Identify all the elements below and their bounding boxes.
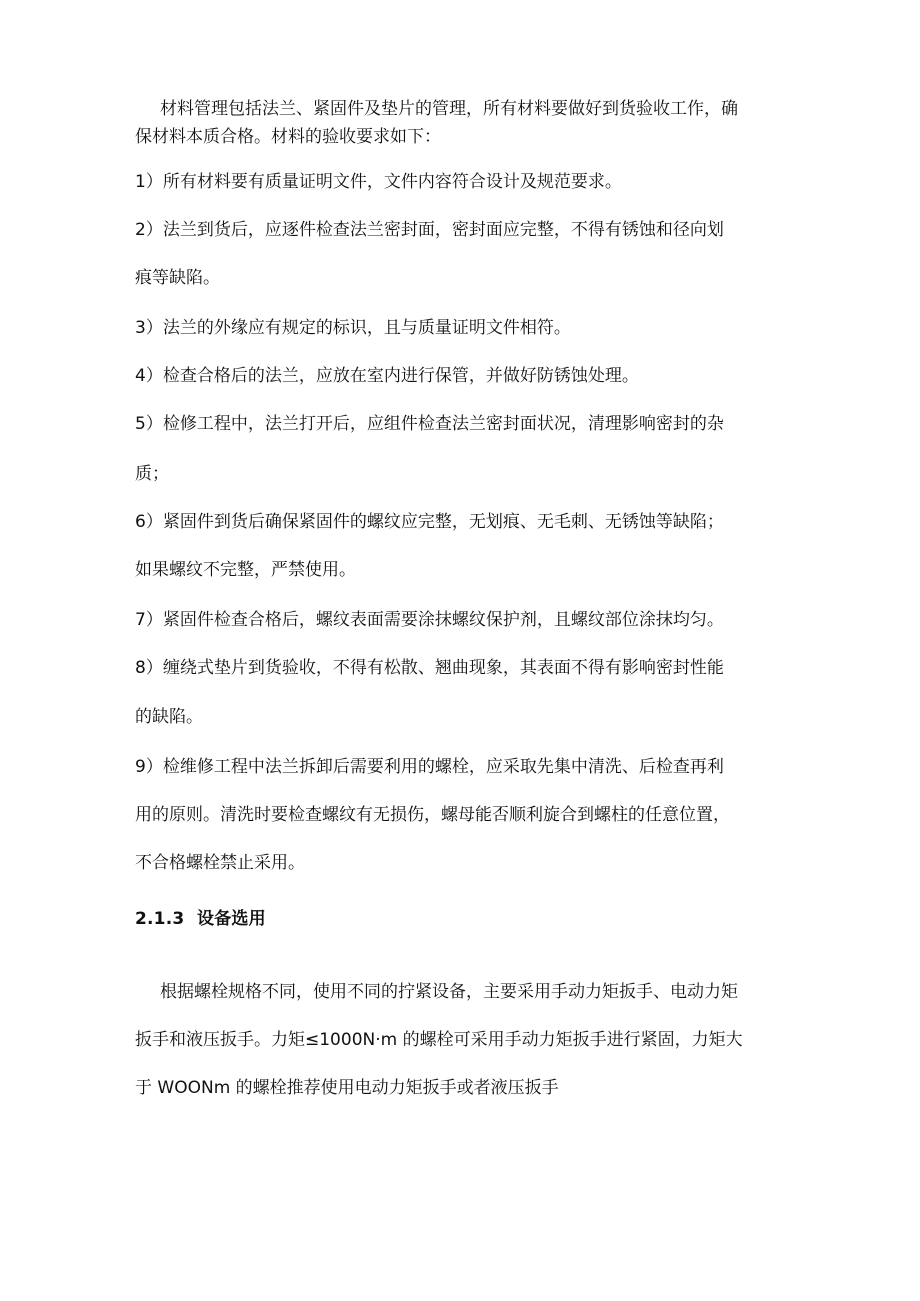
item-2-line-1: 2）法兰到货后，应逐件检查法兰密封面，密封面应完整，不得有锈蚀和径向划 — [135, 220, 724, 240]
item-4-line-1: 4）检查合格后的法兰，应放在室内进行保管，并做好防锈蚀处理。 — [135, 366, 639, 386]
closing-line-2: 扳手和液压扳手。力矩≤1000N·m 的螺栓可采用手动力矩扳手进行紧固，力矩大 — [135, 1030, 743, 1050]
closing-line-1: 根据螺栓规格不同，使用不同的拧紧设备，主要采用手动力矩扳手、电动力矩 — [160, 982, 738, 1002]
section-number: 2.1.3 — [135, 909, 185, 929]
intro-line-2: 保材料本质合格。材料的验收要求如下： — [135, 127, 441, 147]
item-6-line-2: 如果螺纹不完整，严禁使用。 — [135, 560, 356, 580]
item-9-line-1: 9）检维修工程中法兰拆卸后需要利用的螺栓，应采取先集中清洗、后检查再利 — [135, 757, 724, 777]
item-8-line-2: 的缺陷。 — [135, 707, 203, 727]
item-2-line-2: 痕等缺陷。 — [135, 268, 220, 288]
item-5-line-2: 质； — [135, 464, 169, 484]
closing-line-3: 于 WOONm 的螺栓推荐使用电动力矩扳手或者液压扳手 — [135, 1078, 559, 1098]
item-3-line-1: 3）法兰的外缘应有规定的标识，且与质量证明文件相符。 — [135, 318, 571, 338]
item-5-line-1: 5）检修工程中，法兰打开后，应组件检查法兰密封面状况，清理影响密封的杂 — [135, 414, 724, 434]
intro-line-1: 材料管理包括法兰、紧固件及垫片的管理，所有材料要做好到货验收工作，确 — [160, 99, 738, 119]
item-9-line-3: 不合格螺栓禁止采用。 — [135, 853, 305, 873]
item-6-line-1: 6）紧固件到货后确保紧固件的螺纹应完整，无划痕、无毛刺、无锈蚀等缺陷； — [135, 512, 724, 532]
item-9-line-2: 用的原则。清洗时要检查螺纹有无损伤，螺母能否顺利旋合到螺柱的任意位置， — [135, 805, 730, 825]
item-1-line-1: 1）所有材料要有质量证明文件，文件内容符合设计及规范要求。 — [135, 172, 622, 192]
section-title: 设备选用 — [197, 909, 266, 929]
item-7-line-1: 7）紧固件检查合格后，螺纹表面需要涂抹螺纹保护剂，且螺纹部位涂抹均匀。 — [135, 610, 724, 630]
item-8-line-1: 8）缠绕式垫片到货验收，不得有松散、翘曲现象，其表面不得有影响密封性能 — [135, 658, 724, 678]
section-heading — [135, 907, 266, 931]
